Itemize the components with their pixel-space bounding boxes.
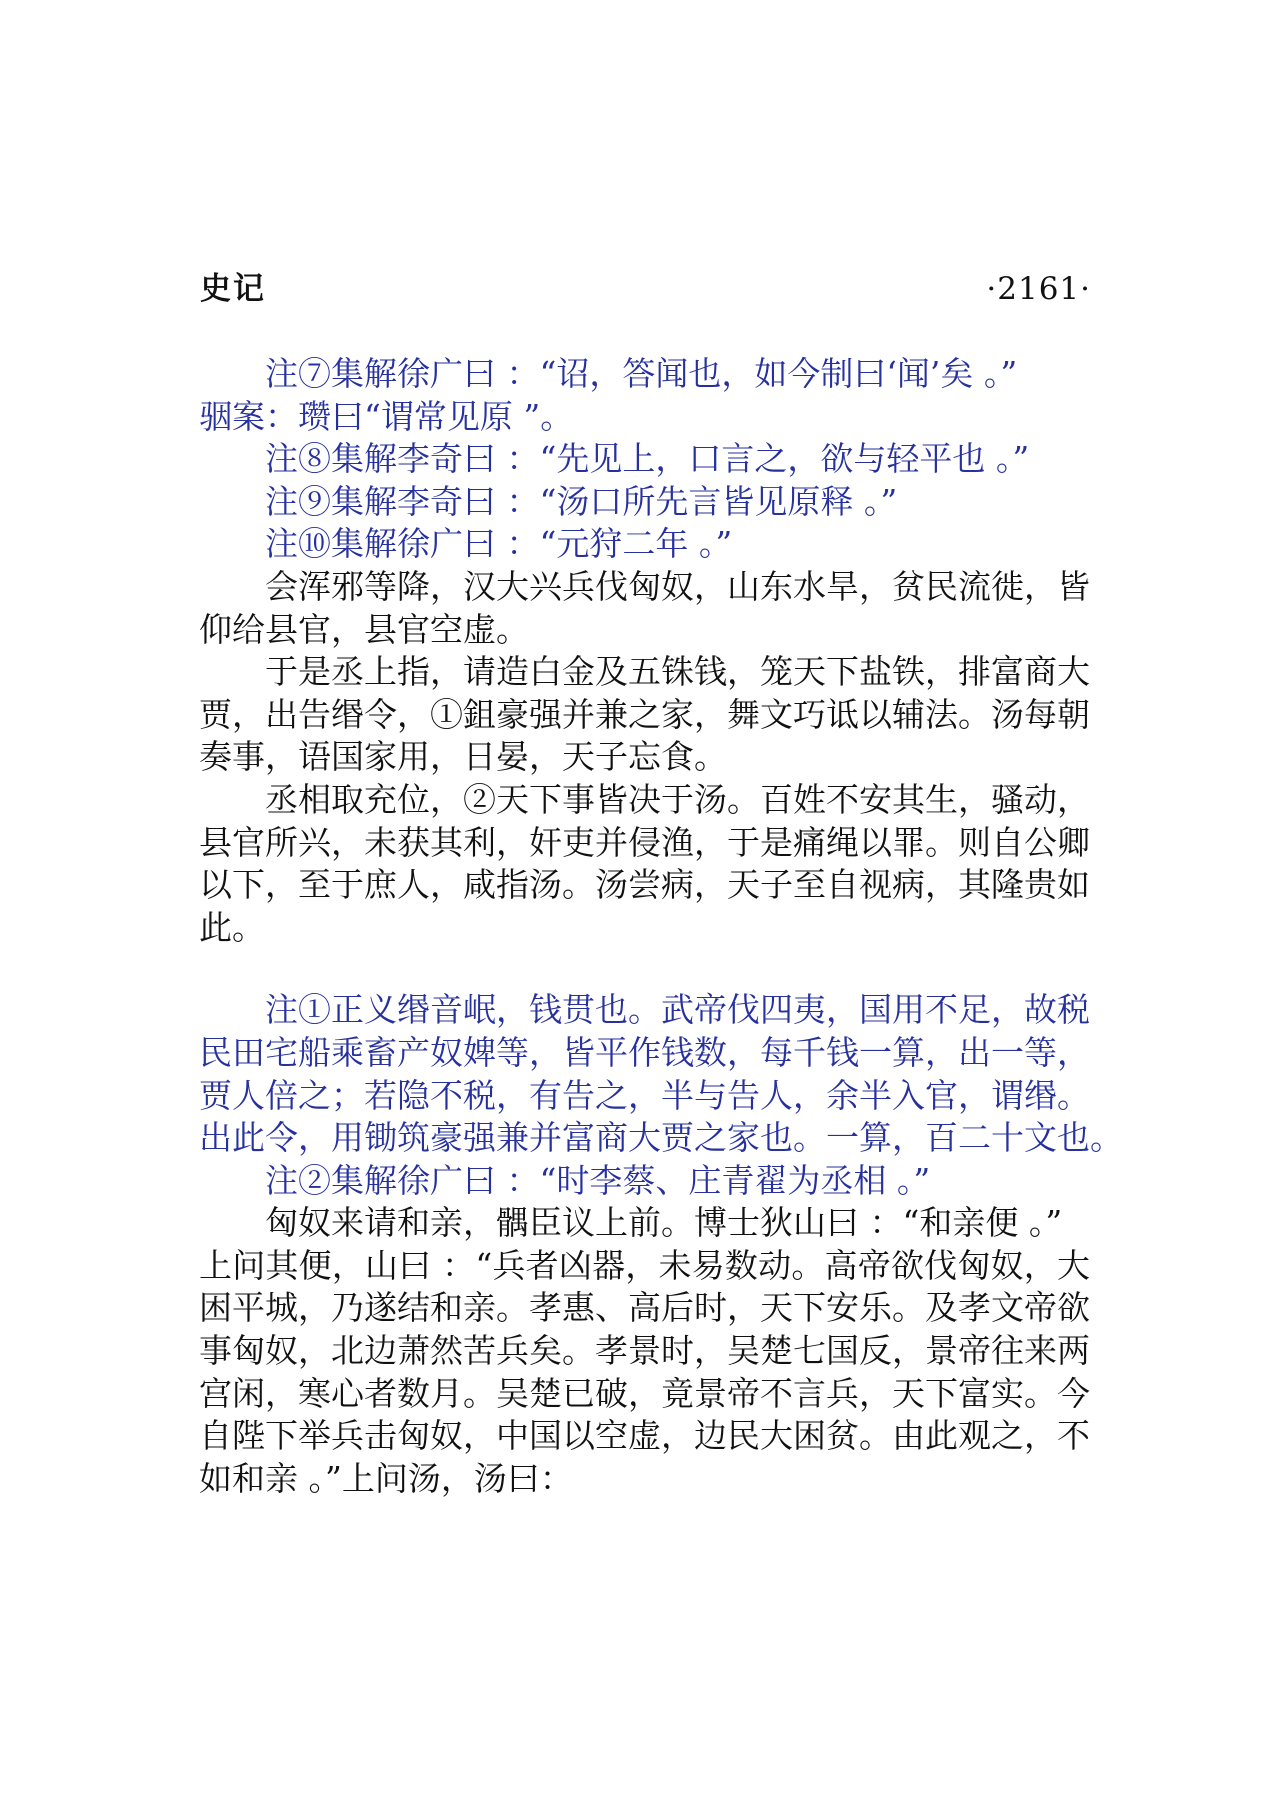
text-line: 于是丞上指，请造白金及五铢钱，笼天下盐铁，排富商大 — [265, 652, 1090, 692]
section-lower — [199, 989, 1123, 1500]
text-line: 困平城，乃遂结和亲。孝惠、高后时，天下安乐。及孝文帝欲 — [199, 1288, 1090, 1328]
text-line: 匈奴来请和亲，髃臣议上前。博士狄山曰 ：“和亲便 。” — [265, 1203, 1063, 1243]
text-line: 自陛下举兵击匈奴，中国以空虚，边民大困贫。由此观之，不 — [199, 1416, 1090, 1456]
text-line: 奏事，语国家用，日晏，天子忘食。 — [199, 737, 727, 777]
annotation-note — [199, 481, 1090, 524]
note-line: 骃案：瓒曰“谓常见原 ”。 — [199, 396, 574, 436]
note-line: 出此令，用锄筑豪强兼并富商大贾之家也。一算，百二十文也。 — [199, 1118, 1123, 1158]
text-line: 此。 — [199, 907, 265, 947]
note-line: 注①正义缗音岷，钱贯也。武帝伐四夷，国用不足，故税 — [265, 990, 1090, 1030]
note-line: 注⑧集解李奇曰 ：“先见上，口言之，欲与轻平也 。” — [265, 439, 1030, 479]
text-line: 如和亲 。”上问汤，汤曰： — [199, 1458, 573, 1498]
body-paragraph — [199, 1202, 1090, 1500]
text-line: 会浑邪等降，汉大兴兵伐匈奴，山东水旱，贫民流徙，皆 — [265, 566, 1090, 606]
section-upper — [199, 353, 1090, 949]
body-paragraph — [199, 566, 1090, 651]
note-line: 注②集解徐广曰 ：“时李蔡、庄青翟为丞相 。” — [265, 1160, 931, 1200]
body-paragraph — [199, 651, 1090, 779]
page-number: ·2161· — [986, 271, 1091, 307]
text-line: 丞相取充位，②天下事皆决于汤。百姓不安其生，骚动， — [265, 779, 1090, 819]
annotation-note — [199, 989, 1123, 1159]
note-line: 注⑩集解徐广曰 ：“元狩二年 。” — [265, 524, 733, 564]
text-line: 贾，出告缗令，①鉏豪强并兼之家，舞文巧诋以辅法。汤每朝 — [199, 694, 1090, 734]
page-header — [200, 268, 1091, 310]
text-line: 上问其便，山曰 ：“兵者凶器，未易数动。高帝欲伐匈奴，大 — [199, 1245, 1090, 1285]
note-line: 注⑨集解李奇曰 ：“汤口所先言皆见原释 。” — [265, 481, 898, 521]
page-content — [199, 353, 1123, 1500]
section-gap — [199, 949, 1090, 989]
annotation-note — [199, 353, 1090, 438]
note-line: 民田宅船乘畜产奴婢等，皆平作钱数，每千钱一算，出一等， — [199, 1032, 1090, 1072]
annotation-note — [199, 1160, 1090, 1203]
note-line: 注⑦集解徐广曰 ：“诏，答闻也，如今制曰‘闻’矣 。” — [265, 354, 1018, 393]
text-line: 仰给县官，县官空虚。 — [199, 609, 529, 649]
note-line: 贾人倍之；若隐不税，有告之，半与告人，余半入官，谓缗。 — [199, 1075, 1090, 1115]
text-line: 宫闲，寒心者数月。吴楚已破，竟景帝不言兵，天下富实。今 — [199, 1373, 1090, 1413]
body-paragraph — [199, 779, 1090, 949]
annotation-note — [199, 438, 1090, 481]
book-title: 史记 — [200, 271, 266, 307]
text-line: 县官所兴，未获其利，奸吏并侵渔，于是痛绳以罪。则自公卿 — [199, 822, 1090, 862]
text-line: 以下，至于庶人，咸指汤。汤尝病，天子至自视病，其隆贵如 — [199, 865, 1090, 905]
text-line: 事匈奴，北边萧然苦兵矣。孝景时，吴楚七国反，景帝往来两 — [199, 1331, 1090, 1371]
annotation-note — [199, 523, 1090, 566]
